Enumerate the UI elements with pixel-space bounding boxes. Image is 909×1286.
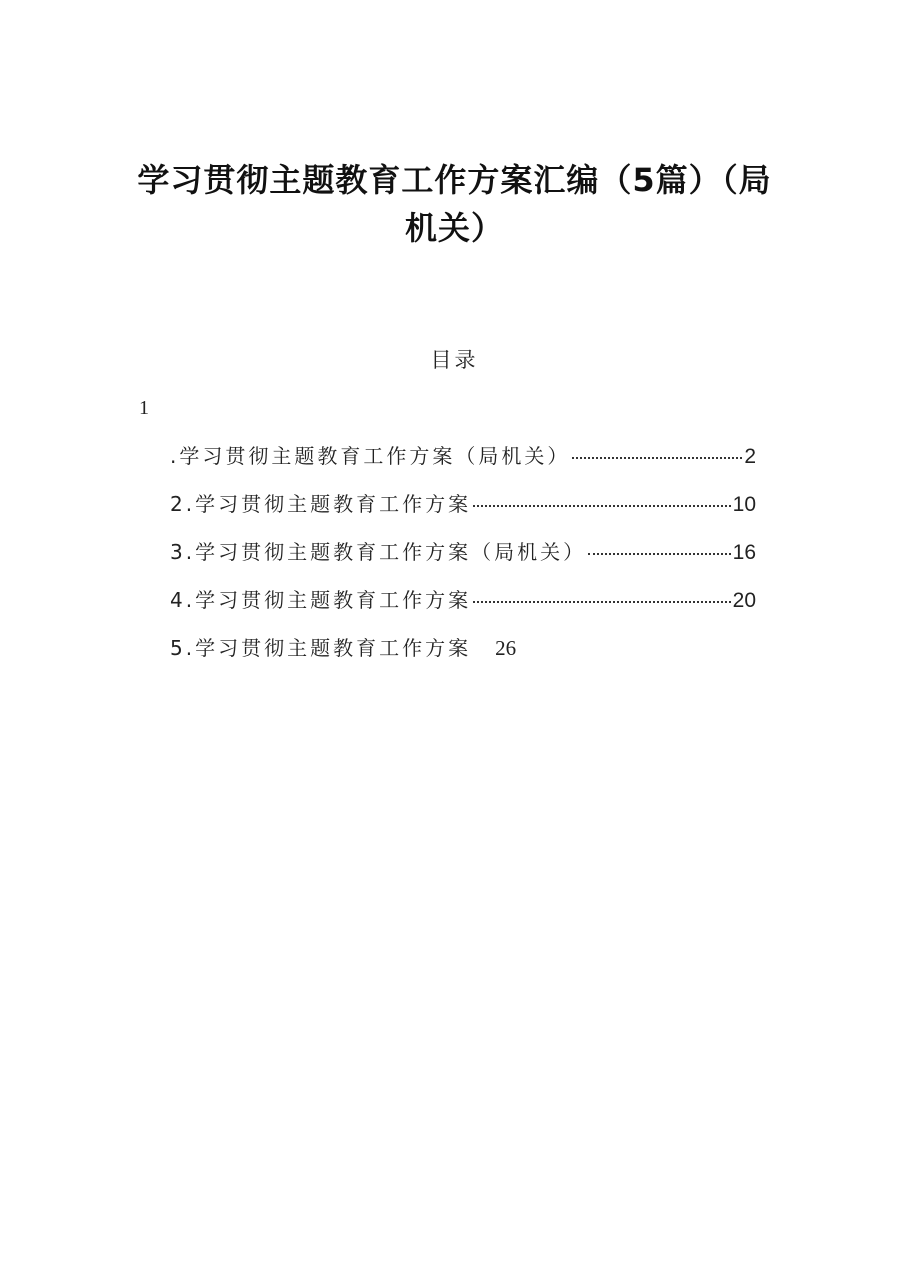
toc-stray-number: 1: [139, 397, 149, 419]
toc-dot-leader: [473, 601, 731, 603]
toc-entry-title: 3.学习贯彻主题教育工作方案（局机关）: [170, 540, 587, 564]
toc-dot-leader: [588, 553, 731, 555]
toc-entry-title: 2.学习贯彻主题教育工作方案: [170, 492, 472, 516]
toc-dot-leader: [572, 457, 742, 459]
toc-heading: 目录: [430, 348, 479, 372]
document-title-line-1: 学习贯彻主题教育工作方案汇编（5篇）（局: [137, 161, 772, 199]
toc-dot-leader: [473, 505, 731, 507]
document-title: [110, 156, 799, 252]
toc-entry-title: 5.学习贯彻主题教育工作方案: [170, 636, 472, 660]
toc-page-number: 26: [495, 636, 517, 660]
toc-page-number: 2: [744, 445, 756, 468]
document-title-line-2: 机关）: [404, 209, 504, 247]
table-of-contents: [170, 440, 756, 680]
toc-entry-4[interactable]: [170, 584, 756, 632]
toc-page-number: 16: [732, 541, 756, 564]
toc-entry-2[interactable]: [170, 488, 756, 536]
toc-page-number: 10: [732, 493, 756, 516]
toc-entry-title: 4.学习贯彻主题教育工作方案: [170, 588, 472, 612]
toc-page-number: 20: [732, 589, 756, 612]
toc-entry-1[interactable]: [170, 440, 756, 488]
toc-entry-title: .学习贯彻主题教育工作方案（局机关）: [170, 444, 571, 468]
toc-entry-5[interactable]: [170, 632, 756, 680]
toc-entry-3[interactable]: [170, 536, 756, 584]
